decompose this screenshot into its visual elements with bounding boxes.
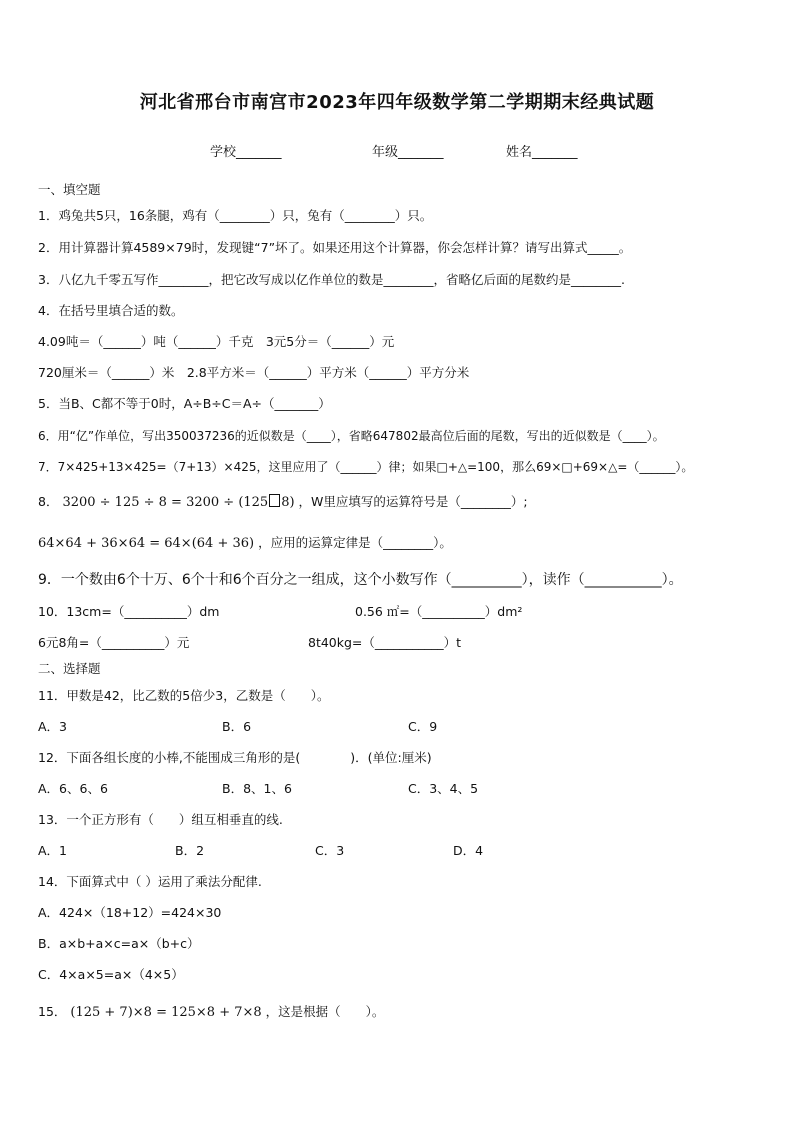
question-9: 9．一个数由6个十万、6个十和6个百分之一组成，这个小数写作（__________），读作（___________）。 [38, 572, 683, 588]
question-7: 7．7×425+13×425=（7+13）×425，这里应用了（______）律；如果□+△=100，那么69×□+69×△=（______）。 [38, 460, 694, 474]
q13-option-d: D．4 [453, 843, 484, 858]
blank-box [269, 494, 280, 507]
q11-option-a: A．3 [38, 719, 68, 734]
school-field: 学校_______ [210, 145, 282, 160]
question-15-formula: (125 + 7)×8 = 125×8 + 7×8 [70, 1005, 262, 1020]
question-2: 2．用计算器计算4589×79时，发现键“7”坏了。如果还用这个计算器，你会怎样计算？请写出算式_____。 [38, 240, 632, 255]
question-6: 6．用“亿”作单位，写出350037236的近似数是（____），省略647802最高位后面的尾数，写出的近似数是（____）。 [38, 429, 665, 443]
section-choice: 二、选择题 [38, 661, 101, 676]
question-8-number: 8． [38, 494, 59, 509]
q12-option-a: A．6、6、6 [38, 781, 108, 796]
q13-option-b: B．2 [175, 843, 205, 858]
question-4-line-2: 720厘米＝（______）米 2.8平方米＝（______）平方米（______）平方分米 [38, 365, 470, 380]
question-11: 11．甲数是42，比乙数的5倍少3，乙数是（ ）。 [38, 688, 330, 703]
question-3: 3．八亿九千零五写作________，把它改写成以亿作单位的数是________，省略亿后面的尾数约是________. [38, 272, 625, 287]
q12-option-b: B．8、1、6 [222, 781, 292, 796]
question-13: 13．一个正方形有（ ）组互相垂直的线. [38, 812, 283, 827]
question-8-text: ，W里应填写的运算符号是（________）; [298, 494, 528, 509]
question-1: 1．鸡兔共5只，16条腿，鸡有（________）只，兔有（________）只。 [38, 208, 433, 223]
question-8-formula-a: 3200 ÷ 125 ÷ 8 = 3200 ÷ (125 [62, 495, 269, 510]
question-15-text: ，这是根据（ ）。 [265, 1004, 385, 1019]
grade-field: 年级_______ [372, 145, 444, 160]
question-15-number: 15． [38, 1004, 67, 1019]
question-10-b: 0.56 ㎡=（__________）dm² [355, 604, 523, 619]
name-field: 姓名_______ [506, 145, 578, 160]
q12-option-c: C．3、4、5 [408, 781, 479, 796]
question-10-d: 8t40kg=（___________）t [308, 635, 462, 650]
q13-option-a: A．1 [38, 843, 68, 858]
q13-option-c: C．3 [315, 843, 345, 858]
q14-option-a: A．424×（18+12）=424×30 [38, 905, 222, 920]
question-8b-text: ，应用的运算定律是（________）。 [258, 535, 452, 550]
section-fill-blank: 一、填空题 [38, 182, 101, 197]
question-4: 4．在括号里填合适的数。 [38, 303, 184, 318]
question-15 [38, 1004, 384, 1021]
question-8 [38, 494, 528, 511]
question-8-formula-b: 8) [281, 495, 295, 510]
page-title: 河北省邢台市南宫市2023年四年级数学第二学期期末经典试题 [139, 92, 655, 113]
question-8b-formula: 64×64 + 36×64 = 64×(64 + 36) [38, 536, 255, 551]
question-10-c: 6元8角=（__________）元 [38, 635, 190, 650]
q14-option-c: C．4×a×5=a×（4×5） [38, 967, 184, 982]
q11-option-c: C．9 [408, 719, 438, 734]
question-5: 5．当B、C都不等于0时，A÷B÷C＝A÷（_______） [38, 396, 331, 411]
q14-option-b: B．a×b+a×c=a×（b+c） [38, 936, 200, 951]
question-8b [38, 535, 452, 552]
question-4-line-1: 4.09吨＝（______）吨（______）千克 3元5分＝（______）元 [38, 334, 395, 349]
question-12: 12．下面各组长度的小棒,不能围成三角形的是( )．(单位:厘米) [38, 750, 432, 765]
question-10-a: 10．13cm=（__________）dm [38, 604, 220, 619]
question-14: 14．下面算式中（ ）运用了乘法分配律. [38, 874, 262, 889]
q11-option-b: B．6 [222, 719, 252, 734]
